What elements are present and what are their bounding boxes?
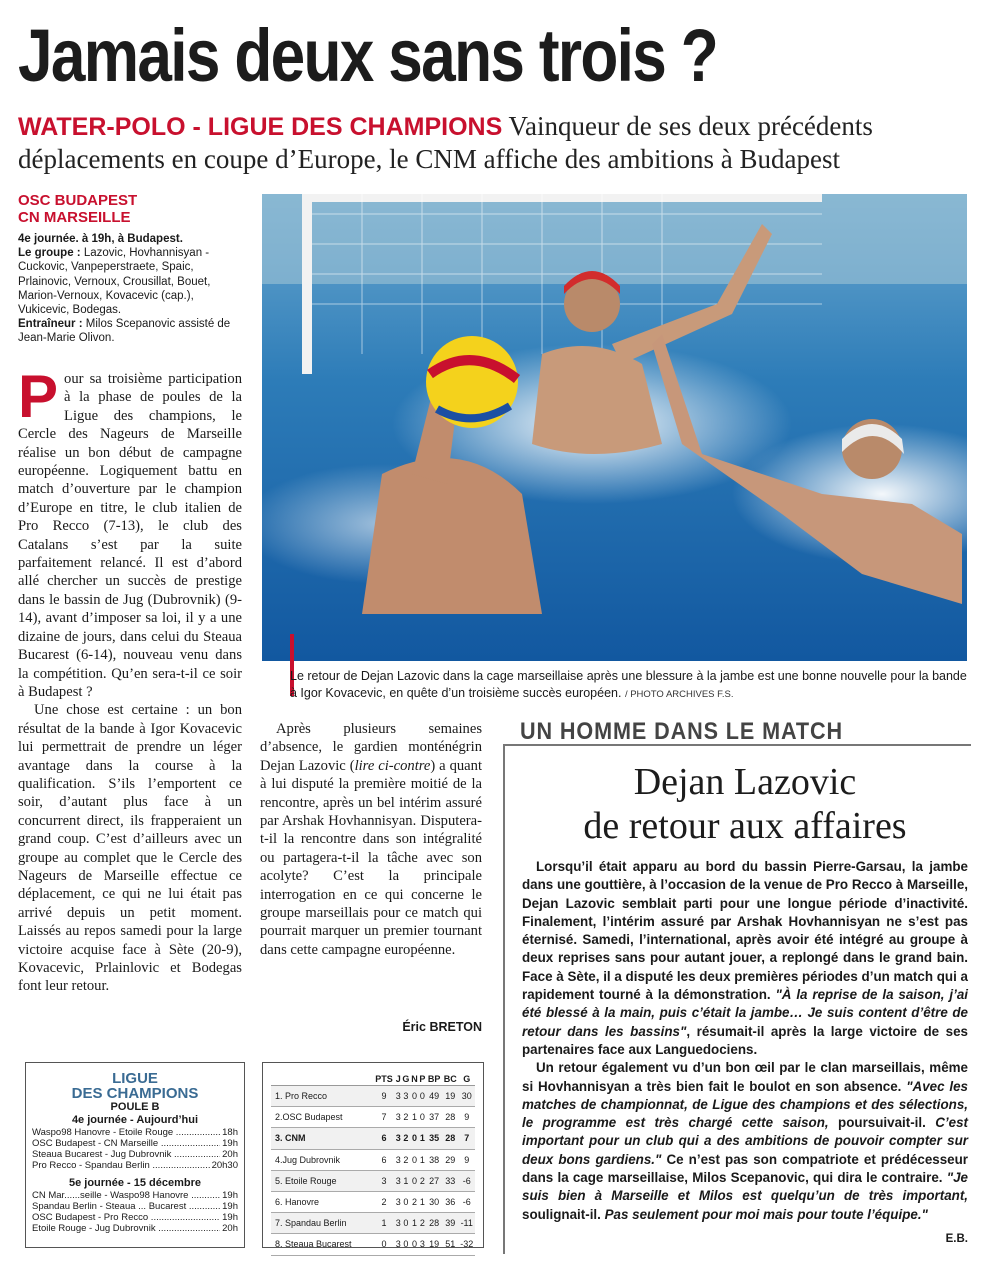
standings-cell: 3 — [395, 1149, 401, 1170]
standings-cell: 1 — [401, 1170, 410, 1191]
schedule-match: Etoile Rouge - Jug Dubrovnik ..... — [32, 1223, 220, 1234]
standings-row — [271, 1128, 475, 1149]
standings-cell: 33 — [442, 1170, 458, 1191]
article-column-2 — [260, 720, 482, 959]
standings-header-cell: BC — [443, 1074, 457, 1084]
standings-cell: 37 — [426, 1107, 442, 1128]
sidebar-section-title: UN HOMME DANS LE MATCH — [520, 718, 843, 745]
standings-header-cell: BP — [427, 1074, 441, 1084]
standings-team: 2.OSC Budapest — [271, 1107, 373, 1128]
standings-team: 8. Steaua Bucarest — [271, 1234, 373, 1255]
standings-header-cell: J — [395, 1074, 401, 1084]
standings-header-cell: P — [419, 1074, 426, 1084]
standings-cell: 51 — [442, 1234, 458, 1255]
standings-cell: 3 — [395, 1128, 401, 1149]
article-p3-italic: lire ci-contre — [354, 757, 431, 774]
schedule-match: Pro Recco - Spandau Berlin ..... — [32, 1160, 210, 1171]
standings-cell: 28 — [442, 1128, 458, 1149]
schedule-time: 20h — [222, 1223, 238, 1234]
standings-cell: 28 — [426, 1213, 442, 1234]
headline: Jamais deux sans trois ? — [18, 14, 718, 97]
standings-cell: 0 — [410, 1170, 418, 1191]
standings-cell: 7 — [458, 1128, 475, 1149]
standings-box — [262, 1062, 484, 1248]
standings-cell: 7 — [373, 1107, 395, 1128]
standings-cell: 0 — [419, 1107, 427, 1128]
standings-row — [271, 1086, 475, 1107]
fiche-entraineur-text: Milos Scepanovic assisté de Jean-Marie Olivon. — [18, 318, 231, 345]
standings-cell: 3 — [395, 1107, 401, 1128]
standings-cell: 9 — [373, 1086, 395, 1107]
standings-cell: 1 — [419, 1149, 427, 1170]
standings-cell: 0 — [410, 1086, 418, 1107]
schedule-match: OSC Budapest - CN Marseille ..... — [32, 1138, 220, 1149]
caption-text: Le retour de Dejan Lazovic dans la cage marseillaise après une blessure à la jambe est une bonne nouvelle pour la bande à Igor Kovacevic, en quête d’un troisième succès européen. — [290, 669, 967, 700]
sidebar-p2-b: poursuivait-il. — [828, 1115, 936, 1131]
fiche-groupe-text: Lazovic, Hovhannisyan - Cuckovic, Vanpeperstraete, Spaic, Prlainovic, Vernoux, Crousillat, Bouet, Marion-Vernoux, Kovacevic (cap.), Vukicevic, Bodegas. — [18, 247, 211, 317]
schedule-row — [26, 1201, 244, 1212]
standings-team: 7. Spandau Berlin — [271, 1213, 373, 1234]
schedule-match: CN Mar......seille - Waspo98 Hanovre ..... — [32, 1190, 220, 1201]
standings-cell: -32 — [458, 1234, 475, 1255]
fiche-entraineur-label: Entraîneur : — [18, 318, 83, 331]
water-polo-photo — [262, 194, 967, 661]
standings-cell: 0 — [410, 1149, 418, 1170]
standings-cell: 0 — [401, 1213, 410, 1234]
standings-cell: 19 — [426, 1234, 442, 1255]
standings-cell: 9 — [458, 1107, 475, 1128]
sidebar-title — [503, 760, 987, 848]
standings-cell: 0 — [401, 1234, 410, 1255]
standings-team: 6. Hanovre — [271, 1191, 373, 1212]
standings-cell: 1 — [373, 1213, 395, 1234]
schedule-matches-day1 — [26, 1127, 244, 1171]
standings-cell: 3 — [395, 1086, 401, 1107]
standings-cell: 28 — [442, 1107, 458, 1128]
sidebar-title-line1: Dejan Lazovic — [633, 761, 857, 803]
schedule-time: 20h30 — [211, 1160, 238, 1171]
sidebar-p2-c: Ce n’est pas son compatriote et prédécesseur dans la cage marseillaise, Milos Scepanovic, qui dira le contraire. — [522, 1151, 968, 1186]
sidebar-text — [522, 858, 968, 1224]
standings-team: 5. Etoile Rouge — [271, 1170, 373, 1191]
standings-cell: 27 — [426, 1170, 442, 1191]
standings-cell: -6 — [458, 1191, 475, 1212]
standings-cell: 2 — [401, 1107, 410, 1128]
standings-cell: 3 — [395, 1170, 401, 1191]
schedule-title2: DES CHAMPIONS — [71, 1085, 199, 1102]
standings-cell: 0 — [401, 1191, 410, 1212]
fiche-team1: OSC BUDAPEST — [18, 192, 138, 209]
standings-header-cell — [271, 1073, 373, 1086]
article-p3 — [260, 720, 482, 959]
standings-header — [271, 1073, 475, 1086]
standings-cell: 30 — [426, 1191, 442, 1212]
standings-cell: 39 — [442, 1213, 458, 1234]
photo-credit: / PHOTO ARCHIVES F.S. — [624, 689, 734, 700]
standings-cell: 19 — [442, 1086, 458, 1107]
standings-cell: 49 — [426, 1086, 442, 1107]
standings-row — [271, 1149, 475, 1170]
standings-header-cell: G — [402, 1074, 410, 1084]
standings-cell: 3 — [401, 1086, 410, 1107]
article-p1: our sa troisième participation à la phase de poules de la Ligue des champions, le Cercle des Nageurs de Marseille réalise un bon début de campagne européenne. Logiquement battu en match d’ouverture par le champion d’Europe en titre, le club italien de Pro Recco (7-13), le club des Catalans s’est par la suite parfaitement relancé. Il est d’abord allé chercher un succès de prestige dans le bassin de Jug (Dubrovnik) (9-14), avant d’imposer sa loi, il y a une dizaine de jours, dans celui du Steaua Bucarest (6-14), nouveau venu dans la compétition. Qu’en sera-t-il ce soir à Budapest ? — [18, 371, 242, 700]
schedule-match: Waspo98 Hanovre - Etoile Rouge ..... — [32, 1127, 220, 1138]
standings-table — [271, 1073, 475, 1256]
standings-cell: 0 — [410, 1234, 418, 1255]
subhead-kicker: WATER-POLO - LIGUE DES CHAMPIONS — [18, 113, 503, 141]
schedule-row — [26, 1223, 244, 1234]
standings-row — [271, 1213, 475, 1234]
standings-row — [271, 1107, 475, 1128]
schedule-time: 19h — [222, 1190, 238, 1201]
sidebar-p2-quote1: "Avec les matches de championnat, de Ligue des champions et des sélections, le programme est très chargé cette saison, — [522, 1078, 968, 1131]
standings-row — [271, 1234, 475, 1255]
standings-cell: 6 — [373, 1128, 395, 1149]
standings-cell: 2 — [373, 1191, 395, 1212]
sidebar-title-line2: de retour aux affaires — [583, 805, 907, 847]
standings-cell: 2 — [401, 1149, 410, 1170]
standings-cell: 1 — [410, 1107, 418, 1128]
match-fiche — [18, 192, 246, 346]
standings-team: 4.Jug Dubrovnik — [271, 1149, 373, 1170]
standings-cell: 0 — [410, 1128, 418, 1149]
schedule-poule: POULE B — [110, 1101, 160, 1113]
schedule-row — [26, 1212, 244, 1223]
standings-cell: 1 — [419, 1191, 427, 1212]
standings-cell: 1 — [410, 1213, 418, 1234]
sidebar-p1-a: Lorsqu’il était apparu au bord du bassin Pierre-Garsau, la jambe dans une gouttière, à l’occasion de la venue de Pro Recco à Marseille, Dejan Lazovic semblait parti pour une longue période d’inactivité. Finalement, l’intérim assuré par Arshak Hovhannisyan ne s’est pas éternisé. Samedi, l’international, après avoir été intégré au groupe à deux reprises sans pour autant jouer, a replongé dans le grand bain. Face à Sète, il a disputé les deux premières périodes d’un match qui a rapidement tourné à la démonstration. — [522, 859, 968, 1003]
subhead — [18, 110, 978, 175]
fiche-match-info: 4e journée. à 19h, à Budapest. — [18, 233, 183, 245]
photo-illustration — [262, 194, 967, 661]
standings-header-cell: PTS — [373, 1073, 395, 1086]
standings-header-cell: N — [411, 1074, 418, 1084]
standings-cell: 3 — [395, 1234, 401, 1255]
article-p3-end: ) a quant à lui disputé la première moitié de la rencontre, après un bel intérim assuré par Arshak Hovhannisyan. Disputera-t-il la rencontre dans son intégralité ou partagera-t-il la tâche avec son acolyte? C’est la principale interrogation en ce qui concerne le groupe marseillais pour ce match qui pourrait marquer un premier tournant dans cette campagne européenne. — [260, 757, 483, 958]
schedule-row — [26, 1138, 244, 1149]
article-p3-start: Après plusieurs semaines d’absence, le gardien monténégrin Dejan Lazovic ( — [260, 721, 482, 774]
standings-cell: 36 — [442, 1191, 458, 1212]
standings-cell: 30 — [458, 1086, 475, 1107]
sidebar-signature: E.B. — [945, 1233, 968, 1245]
article-column-1 — [18, 363, 242, 996]
fiche-groupe — [18, 246, 246, 317]
dropcap: P — [18, 363, 59, 430]
standings-cell: -6 — [458, 1170, 475, 1191]
standings-header-cell: G — [458, 1073, 475, 1086]
standings-cell: 6 — [373, 1149, 395, 1170]
standings-cell: 3 — [373, 1170, 395, 1191]
standings-cell: 2 — [401, 1128, 410, 1149]
byline: Éric BRETON — [402, 1020, 482, 1034]
standings-cell: -11 — [458, 1213, 475, 1234]
standings-team: 1. Pro Recco — [271, 1086, 373, 1107]
sidebar-p2-quote3: "Je suis bien à Marseille et Milos est quelqu’un de très important, — [522, 1170, 968, 1204]
standings-body — [271, 1086, 475, 1256]
standings-cell: 29 — [442, 1149, 458, 1170]
standings-cell: 2 — [419, 1213, 427, 1234]
schedule-row — [26, 1149, 244, 1160]
fiche-team2: CN MARSEILLE — [18, 209, 131, 226]
standings-cell: 3 — [419, 1234, 427, 1255]
schedule-time: 19h — [222, 1201, 238, 1212]
sidebar-p2-d: soulignait-il. — [522, 1206, 605, 1222]
schedule-title1: LIGUE — [112, 1070, 158, 1087]
schedule-matches-day2 — [26, 1190, 244, 1234]
standings-row — [271, 1191, 475, 1212]
sidebar-p1-b: , résumait-il après la large victoire de ses partenaires face aux Languedociens. — [522, 1023, 968, 1057]
schedule-row — [26, 1160, 244, 1171]
schedule-day2: 5e journée - 15 décembre — [68, 1177, 202, 1189]
standings-cell: 38 — [426, 1149, 442, 1170]
schedule-day1: 4e journée - Aujourd’hui — [71, 1114, 199, 1126]
schedule-time: 20h — [222, 1149, 238, 1160]
fiche-groupe-label: Le groupe : — [18, 247, 81, 260]
schedule-match: Spandau Berlin - Steaua ... Bucarest ..... — [32, 1201, 220, 1212]
standings-cell: 35 — [426, 1128, 442, 1149]
sidebar-p1-quote: "À la reprise de la saison, j’ai été blessé à la main, puis c’était la jambe… Je suis content d’être de retour dans les bassins" — [522, 987, 968, 1039]
standings-cell: 2 — [419, 1170, 427, 1191]
schedule-time: 19h — [222, 1212, 238, 1223]
schedule-row — [26, 1190, 244, 1201]
schedule-match: OSC Budapest - Pro Recco ..... — [32, 1212, 220, 1223]
subhead-text: Vainqueur de ses deux précédents déplacements en coupe d’Europe, le CNM affiche des ambitions à Budapest — [18, 111, 873, 174]
schedule-box — [25, 1062, 245, 1248]
standings-cell: 2 — [410, 1191, 418, 1212]
standings-team: 3. CNM — [271, 1128, 373, 1149]
standings-cell: 3 — [395, 1191, 401, 1212]
photo-caption — [290, 668, 970, 703]
sidebar-p2 — [522, 1059, 968, 1224]
schedule-time: 19h — [222, 1138, 238, 1149]
schedule-match: Steaua Bucarest - Jug Dubrovnik ..... — [32, 1149, 220, 1160]
sidebar-p2-quote2: C’est important pour un club qui a des ambitions de pouvoir compter sur deux bons gardiens." — [522, 1115, 968, 1167]
standings-cell: 9 — [458, 1149, 475, 1170]
sidebar-p2-a: Un retour également vu d’un bon œil par le clan marseillais, même si Hovhannisyan a très bien fait le boulot en son absence. — [522, 1060, 968, 1094]
article-p2: Une chose est certaine : un bon résultat de la bande à Igor Kovacevic lui permettrait de prendre un léger avantage dans la course à la qualification. S’ils l’emportent ce soir, d’autant plus face à un concurrent direct, ils frapperaient un grand coup. C’est d’ailleurs avec un groupe au complet que le Cercle des Nageurs de Marseille effectue ce déplacement, ce qui ne lui était pas arrivé depuis un petit moment. Laissés au repos samedi pour la large victoire acquise face à Sète (20-9), Kovacevic, Prlainlovic et Bodegas font leur retour. — [18, 702, 242, 995]
schedule-row — [26, 1127, 244, 1138]
standings-cell: 0 — [373, 1234, 395, 1255]
standings-row — [271, 1170, 475, 1191]
standings-cell: 1 — [419, 1128, 427, 1149]
sidebar-p2-quote4: Pas seulement pour moi mais pour toute l’équipe." — [604, 1206, 928, 1222]
standings-cell: 0 — [419, 1086, 427, 1107]
schedule-time: 18h — [222, 1127, 238, 1138]
fiche-entraineur — [18, 317, 246, 345]
standings-cell: 3 — [395, 1213, 401, 1234]
sidebar-p1 — [522, 858, 968, 1059]
